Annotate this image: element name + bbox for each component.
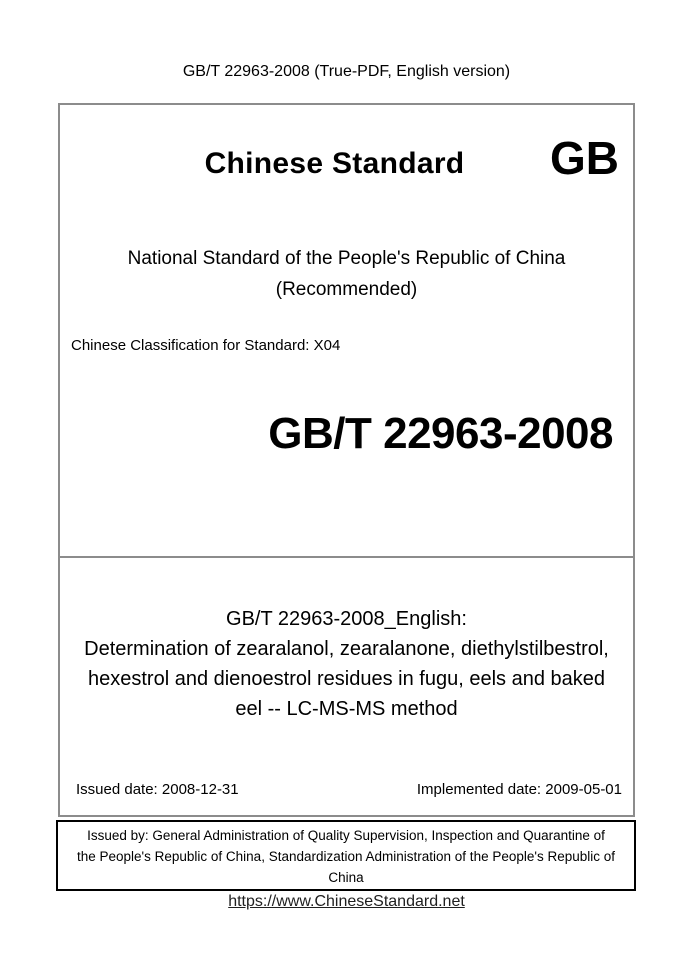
title-box [58, 558, 635, 817]
english-title-block [60, 604, 633, 724]
classification-line: Chinese Classification for Standard: X04 [71, 337, 341, 354]
issued-date: Issued date: 2008-12-31 [76, 781, 239, 798]
issuer-box [56, 820, 636, 891]
issuer-line-3: China [328, 870, 364, 885]
english-title-line-2: hexestrol and dienoestrol residues in fugu, eels and baked [87, 668, 605, 690]
issuer-line-1: Issued by: General Administration of Quality Supervision, Inspection and Quarantine of [87, 828, 605, 843]
national-standard-line: National Standard of the People's Republic of China [127, 248, 566, 269]
cover-box [58, 103, 635, 558]
national-standard-subtitle [60, 243, 633, 305]
issuer-text [58, 822, 634, 888]
english-title-line-3: eel -- LC-MS-MS method [235, 698, 458, 720]
brand-title: Chinese Standard [204, 147, 465, 180]
english-title-heading: GB/T 22963-2008_English: [226, 608, 467, 630]
standard-number: GB/T 22963-2008 [268, 409, 613, 458]
recommended-line: (Recommended) [275, 279, 418, 300]
issuer-line-2: the People's Republic of China, Standardization Administration of the People's Republic of [77, 849, 615, 864]
page-header-title: GB/T 22963-2008 (True-PDF, English version) [182, 63, 511, 80]
dates-row [76, 781, 622, 798]
site-link[interactable]: https://www.ChineseStandard.net [228, 893, 465, 910]
gb-logo: GB [550, 132, 619, 184]
english-title-line-1: Determination of zearalanol, zearalanone, diethylstilbestrol, [84, 638, 609, 660]
implemented-date: Implemented date: 2009-05-01 [416, 781, 622, 798]
